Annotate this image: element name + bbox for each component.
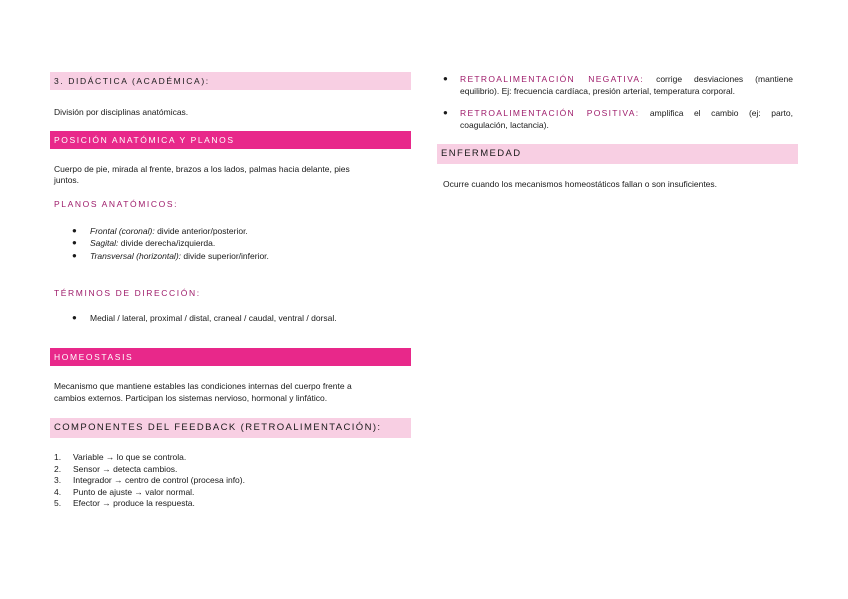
bullet-icon: ● <box>72 251 77 260</box>
positiva-text-b: coagulación, lactancia). <box>460 119 549 130</box>
terminos-title: TÉRMINOS DE DIRECCIÓN: <box>54 288 201 298</box>
list-item: 2. Sensor → detecta cambios. <box>54 463 178 474</box>
list-item: 3. Integrador → centro de control (procesa info). <box>54 475 245 485</box>
bullet-icon: ● <box>443 74 448 83</box>
section-header-enfermedad: ENFERMEDAD <box>437 144 798 164</box>
section-header-componentes: COMPONENTES DEL FEEDBACK (RETROALIMENTACIÓN): <box>50 418 411 438</box>
list-item: 5. Efector → produce la respuesta. <box>54 498 195 508</box>
positiva-text-a: amplifica el cambio (ej: parto, <box>649 108 793 118</box>
bullet-icon: ● <box>72 226 77 235</box>
plano-desc: divide anterior/posterior. <box>154 226 248 236</box>
posicion-text-line1: Cuerpo de pie, mirada al frente, brazos a los lados, palmas hacia delante, pies <box>54 164 350 174</box>
planos-title: PLANOS ANATÓMICOS: <box>54 199 179 209</box>
negativa-text-a: corrige desviaciones (mantiene <box>656 74 793 84</box>
plano-term: Frontal (coronal): <box>90 226 155 236</box>
homeostasis-text-line2: cambios externos. Participan los sistemas nervioso, hormonal y linfático. <box>54 393 328 403</box>
plano-term: Sagital: <box>90 238 119 248</box>
negativa-label: RETROALIMENTACIÓN NEGATIVA: <box>460 74 645 84</box>
section-header-didactica: 3. DIDÁCTICA (ACADÉMICA): <box>50 72 411 90</box>
plano-desc: divide superior/inferior. <box>181 251 269 261</box>
plano-desc: divide derecha/izquierda. <box>118 238 216 248</box>
list-item: 1. Variable → lo que se controla. <box>54 452 187 462</box>
bullet-icon: ● <box>443 108 448 117</box>
positiva-label: RETROALIMENTACIÓN POSITIVA: <box>460 108 640 118</box>
terminos-text: Medial / lateral, proximal / distal, craneal / caudal, ventral / dorsal. <box>90 313 337 323</box>
plano-term: Transversal (horizontal): <box>90 251 182 261</box>
section-header-posicion: POSICIÓN ANATÓMICA Y PLANOS <box>50 131 411 149</box>
feedback-list <box>54 452 354 510</box>
posicion-text-line2: juntos. <box>54 175 80 185</box>
homeostasis-text-line1: Mecanismo que mantiene estables las condiciones internas del cuerpo frente a <box>54 381 352 391</box>
negativa-text-b: equilibrio). Ej: frecuencia cardíaca, presión arterial, temperatura corporal. <box>460 85 735 96</box>
enfermedad-text: Ocurre cuando los mecanismos homeostáticos fallan o son insuficientes. <box>443 179 718 189</box>
didactica-text: División por disciplinas anatómicas. <box>54 107 189 117</box>
list-item: 4. Punto de ajuste → valor normal. <box>54 486 195 497</box>
bullet-icon: ● <box>72 238 77 247</box>
bullet-icon: ● <box>72 313 77 322</box>
section-header-homeostasis: HOMEOSTASIS <box>50 348 411 366</box>
